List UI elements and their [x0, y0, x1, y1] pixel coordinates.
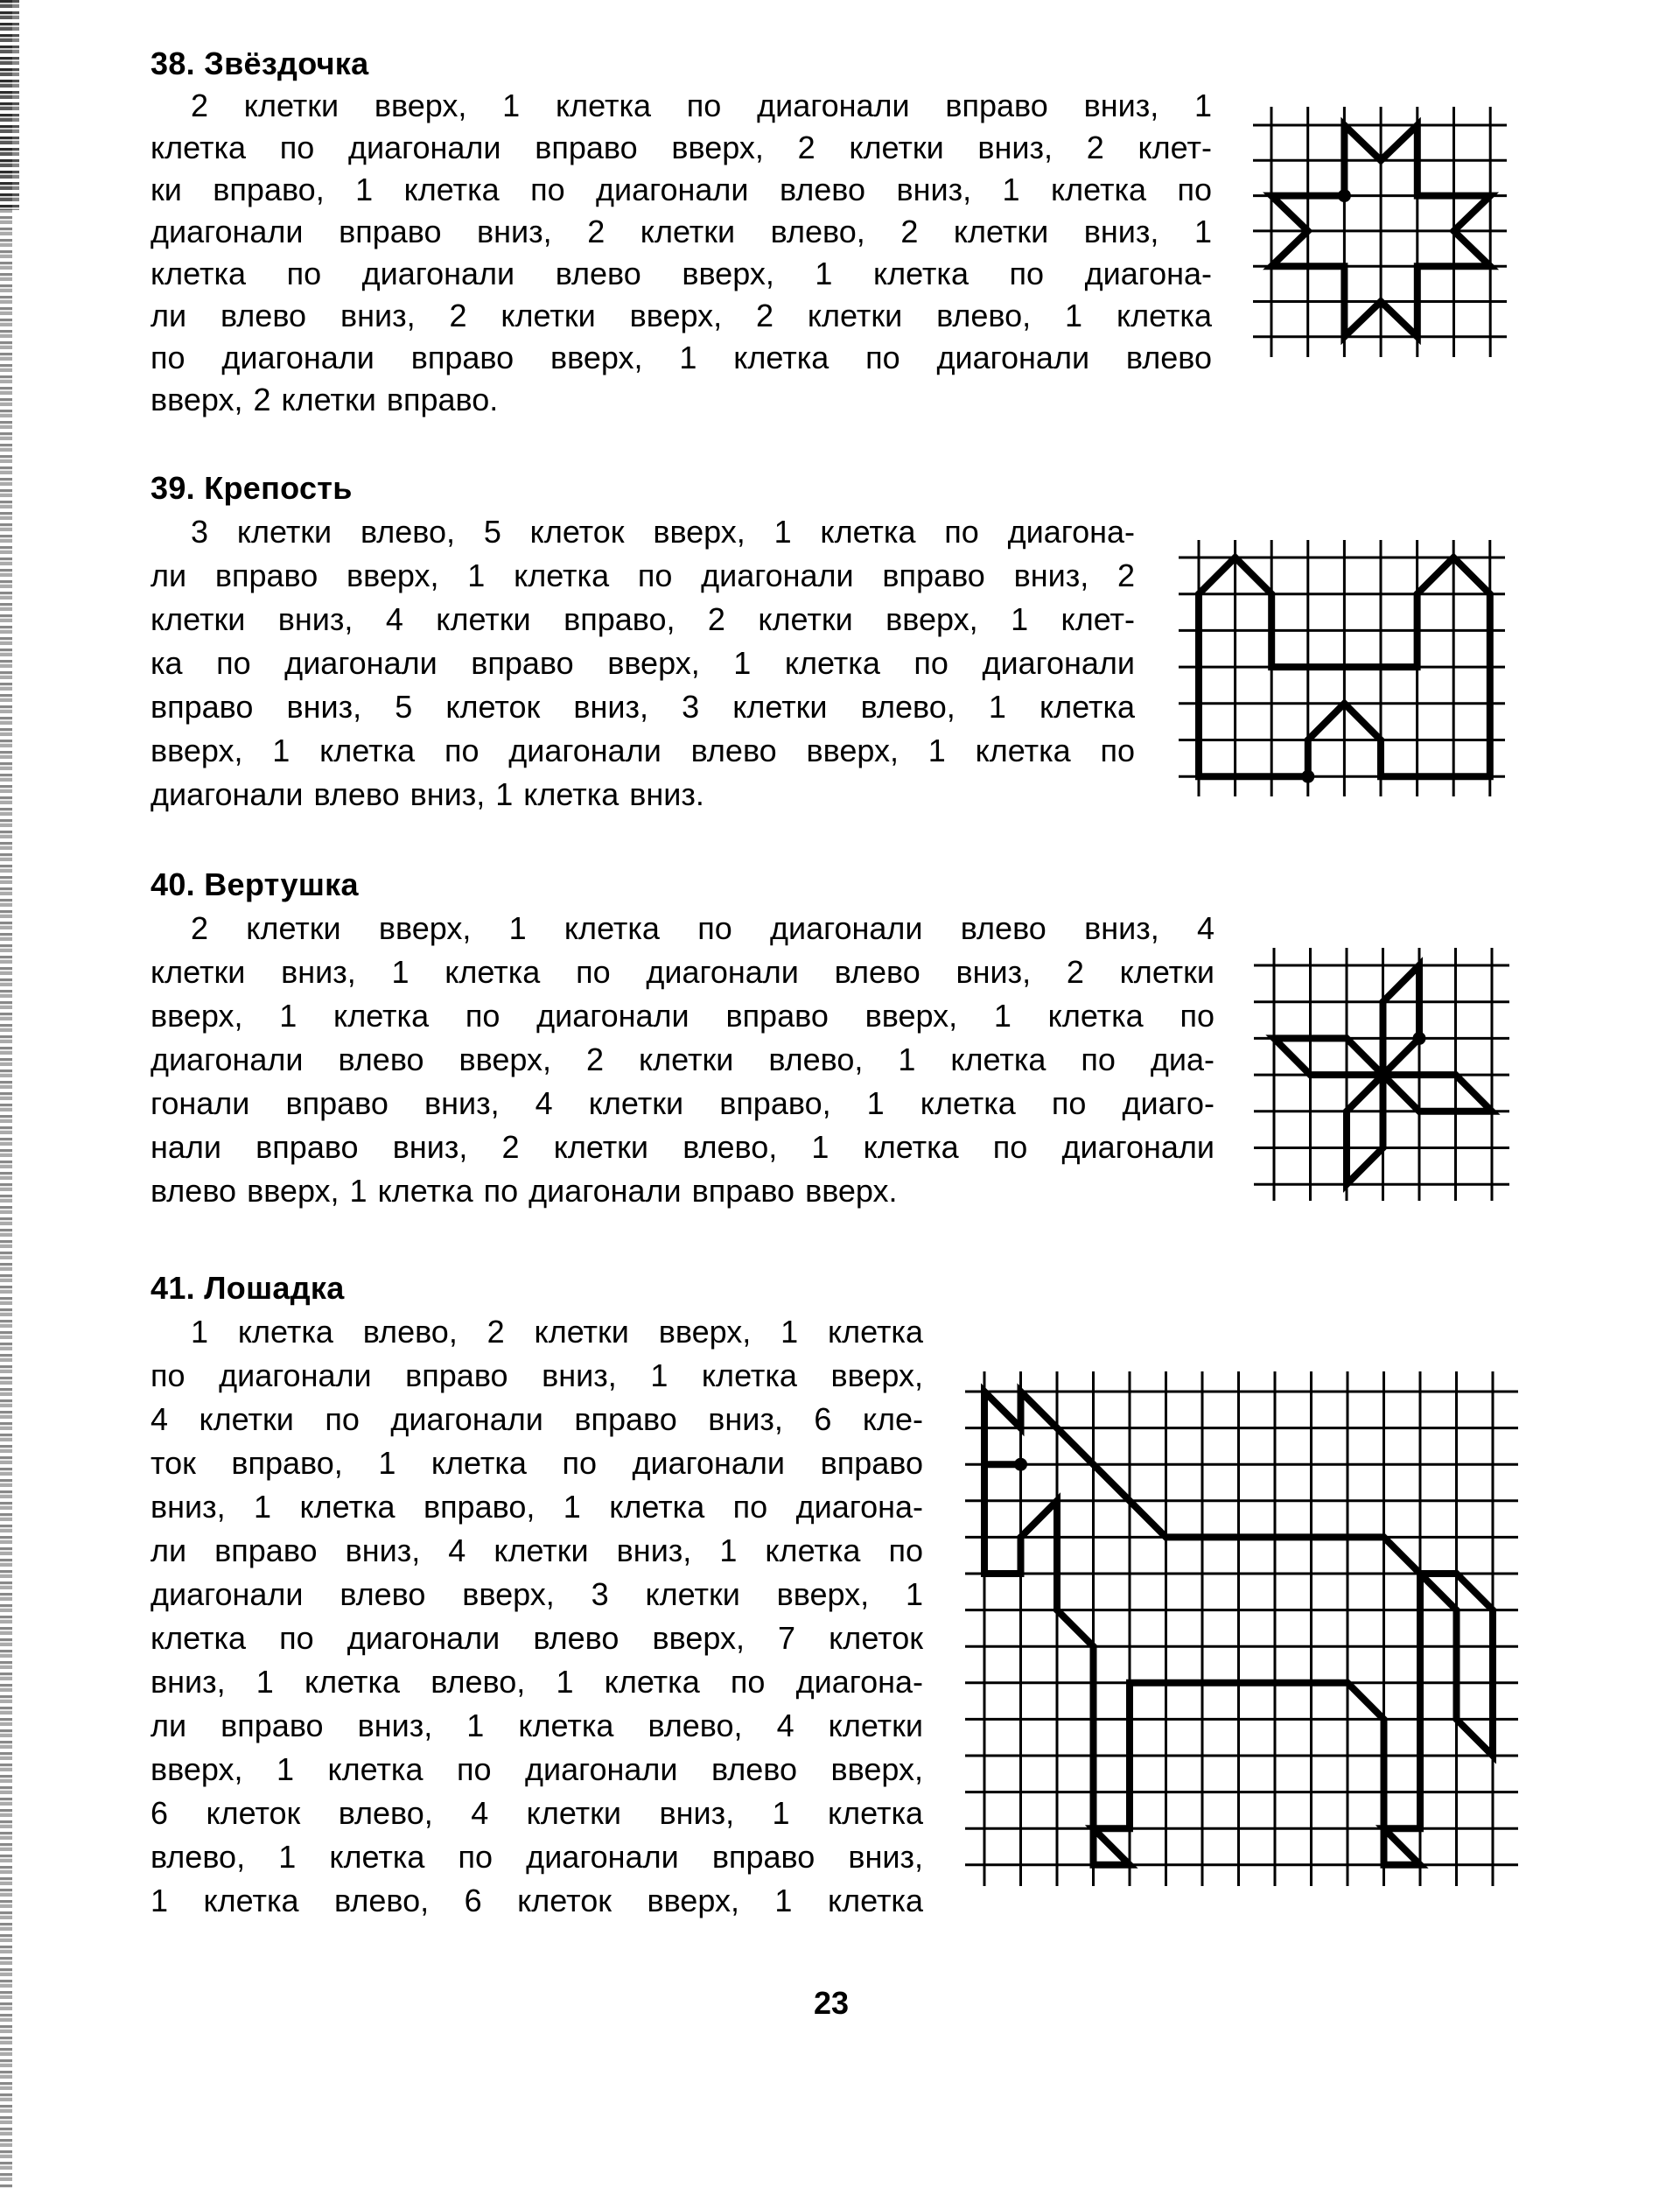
page-number: 23	[814, 1985, 850, 2021]
instruction-line: вверх, 1 клетка по диагонали вправо вверх, 1 клетка по	[150, 998, 1214, 1034]
instruction-line: 1 клетка влево, 2 клетки вверх, 1 клетка	[191, 1314, 923, 1350]
instruction-line: вверх, 2 клетки вправо.	[150, 382, 499, 417]
instruction-line: влево, 1 клетка по диагонали вправо вниз,	[150, 1839, 923, 1875]
exercise-title: 40. Вертушка	[150, 866, 359, 902]
horse-figure	[965, 1371, 1518, 1886]
instruction-line: гонали вправо вниз, 4 клетки вправо, 1 клетка по диаго-	[150, 1085, 1214, 1121]
instruction-line: клетка по диагонали влево вверх, 1 клетка по диагона-	[150, 256, 1212, 291]
grid-lines	[1253, 107, 1507, 357]
instruction-line: клетки вниз, 4 клетки вправо, 2 клетки вверх, 1 клет-	[150, 601, 1135, 637]
instruction-line: диагонали вправо вниз, 2 клетки влево, 2 клетки вниз, 1	[150, 214, 1212, 249]
instruction-line: вправо вниз, 5 клеток вниз, 3 клетки влево, 1 клетка	[150, 689, 1135, 725]
start-point-dot	[1413, 1032, 1426, 1045]
fortress-figure	[1179, 540, 1505, 796]
instruction-line: ли вправо вниз, 4 клетки вниз, 1 клетка по	[150, 1532, 923, 1568]
instruction-line: по диагонали вправо вверх, 1 клетка по диагонали влево	[150, 340, 1212, 375]
instruction-line: клетки вниз, 1 клетка по диагонали влево вниз, 2 клетки	[150, 954, 1214, 990]
instruction-line: 2 клетки вверх, 1 клетка по диагонали вправо вниз, 1	[191, 88, 1212, 123]
instruction-line: диагонали влево вниз, 1 клетка вниз.	[150, 776, 704, 812]
instruction-line: вверх, 1 клетка по диагонали влево вверх,	[150, 1751, 923, 1787]
instruction-line: 1 клетка влево, 6 клеток вверх, 1 клетка	[150, 1883, 923, 1918]
instruction-line: ки вправо, 1 клетка по диагонали влево вниз, 1 клетка по	[150, 172, 1212, 207]
instruction-line: 4 клетки по диагонали вправо вниз, 6 кле-	[150, 1401, 923, 1437]
instruction-line: 2 клетки вверх, 1 клетка по диагонали влево вниз, 4	[191, 910, 1214, 946]
instruction-line: клетка по диагонали вправо вверх, 2 клетки вниз, 2 клет-	[150, 130, 1212, 165]
instruction-line: ли вправо вверх, 1 клетка по диагонали вправо вниз, 2	[150, 558, 1135, 593]
instruction-line: 6 клеток влево, 4 клетки вниз, 1 клетка	[150, 1795, 923, 1831]
instruction-line: ли влево вниз, 2 клетки вверх, 2 клетки влево, 1 клетка	[150, 298, 1212, 333]
instruction-line: нали вправо вниз, 2 клетки влево, 1 клетка по диагонали	[150, 1129, 1214, 1165]
start-point-dot	[1338, 189, 1351, 202]
pinwheel-figure	[1254, 948, 1509, 1201]
instruction-line: ли вправо вниз, 1 клетка влево, 4 клетки	[150, 1708, 923, 1743]
instruction-line: диагонали влево вверх, 2 клетки влево, 1 клетка по диа-	[150, 1041, 1214, 1077]
instruction-line: влево вверх, 1 клетка по диагонали вправо вверх.	[150, 1173, 898, 1209]
instruction-line: по диагонали вправо вниз, 1 клетка вверх,	[150, 1357, 923, 1393]
exercise-title: 39. Крепость	[150, 470, 353, 506]
instruction-line: ток вправо, 1 клетка по диагонали вправо	[150, 1445, 923, 1481]
instruction-line: вниз, 1 клетка вправо, 1 клетка по диагона-	[150, 1489, 923, 1525]
instruction-line: 3 клетки влево, 5 клеток вверх, 1 клетка по диагона-	[191, 514, 1135, 550]
figure-outline	[1274, 965, 1492, 1184]
instruction-line: ка по диагонали вправо вверх, 1 клетка по диагонали	[150, 645, 1135, 681]
exercise-title: 38. Звёздочка	[150, 46, 369, 81]
star-figure	[1253, 107, 1507, 357]
start-point-dot	[1014, 1458, 1027, 1471]
instruction-line: диагонали влево вверх, 3 клетки вверх, 1	[150, 1576, 923, 1612]
instruction-line: вниз, 1 клетка влево, 1 клетка по диагона-	[150, 1664, 923, 1700]
exercise-title: 41. Лошадка	[150, 1270, 345, 1306]
instruction-line: клетка по диагонали влево вверх, 7 клеток	[150, 1620, 923, 1656]
instruction-line: вверх, 1 клетка по диагонали влево вверх, 1 клетка по	[150, 733, 1135, 768]
start-point-dot	[1301, 770, 1314, 783]
grid-lines	[965, 1371, 1518, 1886]
